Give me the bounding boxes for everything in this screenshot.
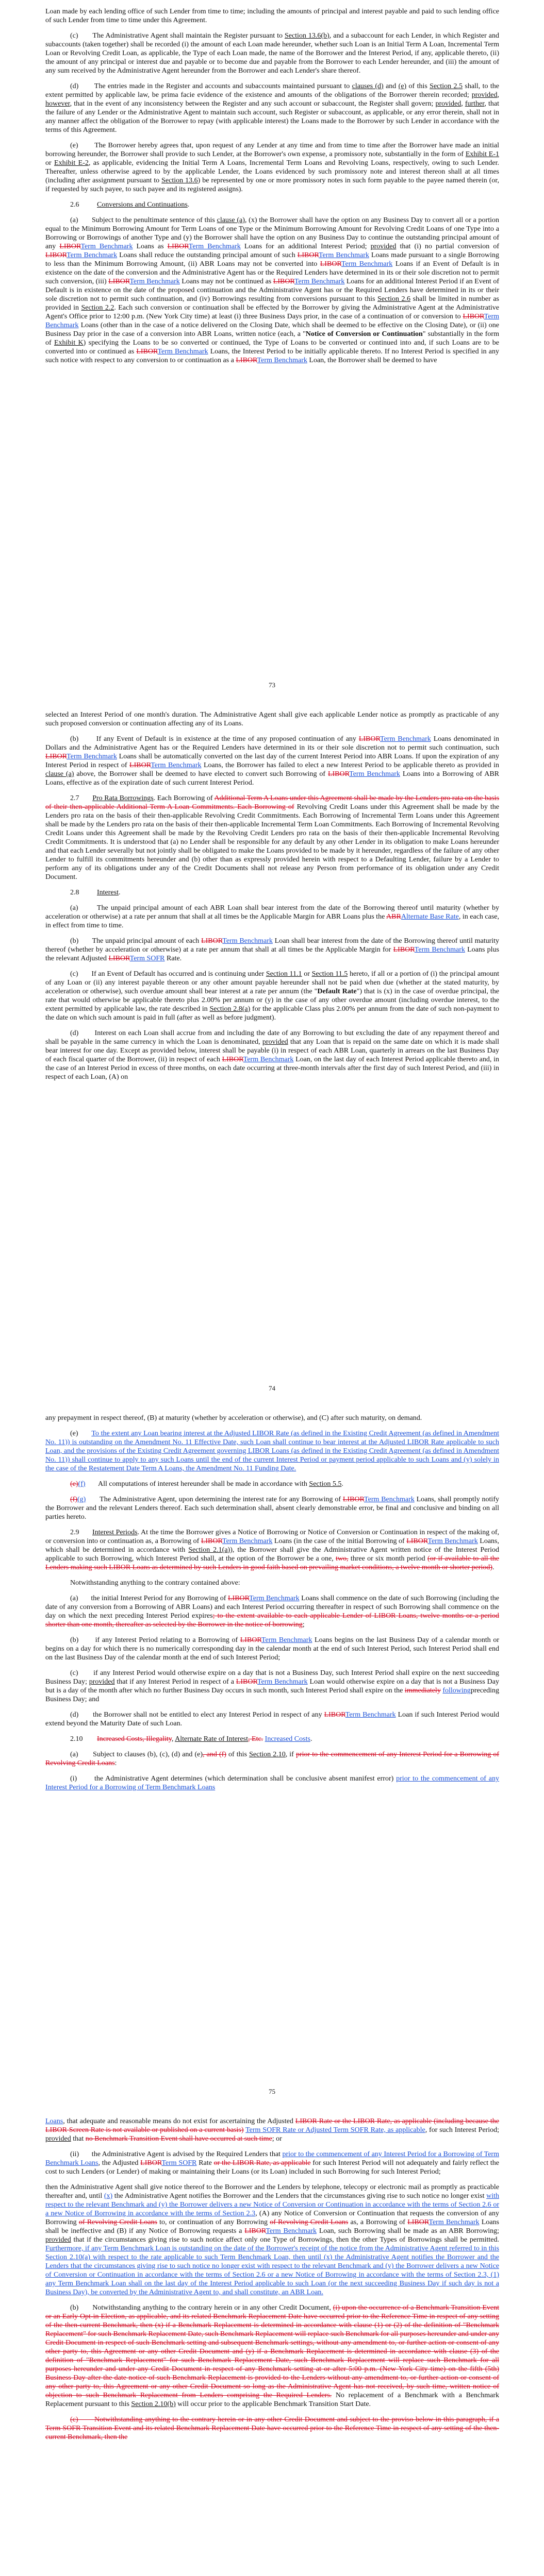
paragraph: (e) The Borrower hereby agrees that, upon request of any Lender at any time and from time to time after the Borrower have made an initial borrowing hereunder, the Borrower shall provide to such Lender, at the Borrower's own expense, a promissory note, substantially in the form of Exhibit E-1 or Exhibit E-2, as applicable, evidencing the Initial Term A Loans, Incremental Term Loans and Revolving Loans, respectively, owing to such Lender. Thereafter, unless otherwise agreed to by the applicable Lender, the Loans evidenced by such promissory note and interest thereon shall at all times (including after assignment pursuant to Section 13.6) be represented by one or more promissory notes in such form payable to the payee named therein (or, if requested by such payee, to such payee and its registered assigns). [45, 142, 499, 193]
paragraph: 2.7 Pro Rata Borrowings. Each Borrowing of Additional Term A Loans under this Agreement shall be made by the Lenders pro rata on the basis of their then-applicable Additional Term A Loan Commitments. Each Borrowing of Revolving Credit Loans under this Agreement shall be made by the Lenders pro rata on the basis of their then-applicable Revolving Credit Commitments. Each Borrowing of Incremental Term Loans under this Agreement shall be made by the Lenders pro rata on the basis of their then-applicable Incremental Term Loan Commitments. Each Borrowing of Incremental Revolving Credit Loans under this Agreement shall be made by the Revolving Credit Lenders pro rata on the basis of their then-applicable Incremental Revolving Credit Commitments. It is understood that (a) no Lender shall be responsible for any default by any other Lender in its obligation to make Loans hereunder and that each Lender severally but not jointly shall be obligated to make the Loans provided to be made by it hereunder, regardless of the failure of any other Lender to fulfill its commitments hereunder and (b) other than as expressly provided herein with respect to a Defaulting Lender, failure by a Lender to perform any of its obligations under any of the Credit Documents shall not release any Person from performance of its obligation under any Credit Document. [45, 794, 500, 881]
paragraph: (b) if any Interest Period relating to a Borrowing of LIBORTerm Benchmark Loans begins on the last Business Day of a calendar month or begins on a day for which there is no numerically corresponding day in the calendar month at the end of such Interest Period, such Interest Period shall end on the last Business Day of the calendar month at the end of such Interest Period; [45, 1636, 499, 1662]
paragraph: (d) Interest on each Loan shall accrue from and including the date of any Borrowing to but excluding the date of any repayment thereof and shall be payable in the same currency in which the Loan is denominated, provided that any Loan that is repaid on the same date on which it is made shall bear interest for one day. Except as provided below, interest shall be payable (i) in respect of each ABR Loan, quarterly in arrears on the last Business Day of each fiscal quarter of the Borrower, (ii) in respect of each LIBORTerm Benchmark Loan, on the last day of each Interest Period applicable thereto and, in the case of an Interest Period in excess of three months, on each date occurring at three-month intervals after the first day of such Interest Period, and (iii) in respect of each Loan, (A) on [45, 1029, 499, 1081]
paragraph: (i) the Administrative Agent determines (which determination shall be conclusive absent manifest error) prior to the commencement of any Interest Period for a Borrowing of Term Benchmark Loans [45, 1775, 499, 1791]
paragraph: selected an Interest Period of one month's duration. The Administrative Agent shall give each applicable Lender notice as promptly as practicable of any such proposed conversion or continuation affecting any of its Loans. [45, 711, 499, 727]
page-74 [0, 703, 544, 1406]
paragraph: (a) Subject to the penultimate sentence of this clause (a), (x) the Borrower shall have the option on any Business Day to convert all or a portion equal to the Minimum Borrowing Amount for Term Loans of one Type or the Minimum Borrowing Amount for Revolving Credit Loans of one Type into a Borrowing or Borrowings of another Type and (y) the Borrower shall have the option on any Business Day to continue the outstanding principal amount of any LIBORTerm Benchmark Loans as LIBORTerm Benchmark Loans for an additional Interest Period; provided that (i) no partial conversion of LIBORTerm Benchmark Loans shall reduce the outstanding principal amount of such LIBORTerm Benchmark Loans made pursuant to a single Borrowing to less than the Minimum Borrowing Amount, (ii) ABR Loans may not be converted into LIBORTerm Benchmark Loans if an Event of Default is in existence on the date of the conversion and the Administrative Agent has or the Required Lenders have determined in its or their sole discretion not to permit such conversion, (iii) LIBORTerm Benchmark Loans may not be continued as LIBORTerm Benchmark Loans for an additional Interest Period if an Event of Default is in existence on the date of the proposed continuation and the Administrative Agent has or the Required Lenders have determined in its or their sole discretion not to permit such continuation, and (iv) Borrowings resulting from conversions pursuant to this Section 2.6 shall be limited in number as provided in Section 2.2. Each such conversion or continuation shall be effected by the Borrower by giving the Administrative Agent at the Administrative Agent's Office prior to 12:00 p.m. (New York City time) at least (i) three Business Days prior, in the case of a continuation of or conversion to LIBORTerm Benchmark Loans (other than in the case of a notice delivered on the Closing Date, which shall be deemed to be effective on the Closing Date), or (ii) one Business Day prior in the case of a conversion into ABR Loans, written notice (each, a "Notice of Conversion or Continuation" substantially in the form of Exhibit K) specifying the Loans to be so converted or continued, the Type of Loans to be converted or continued into and, if such Loans are to be converted into or continued as LIBORTerm Benchmark Loans, the Interest Period to be initially applicable thereto. If no Interest Period is specified in any such notice with respect to any conversion to or continuation as a LIBORTerm Benchmark Loan, the Borrower shall be deemed to have [45, 216, 500, 364]
paragraph: (a) The unpaid principal amount of each ABR Loan shall bear interest from the date of the Borrowing thereof until maturity (whether by acceleration or otherwise) at a rate per annum that shall at all times be the Applicable Margin for ABR Loans plus the ABRAlternate Base Rate, in each case, in effect from time to time. [45, 904, 500, 929]
paragraph: Loan made by each lending office of such Lender from time to time; including the amounts of principal and interest payable and paid to such lending office of such Lender from time to time under this Agreement. [45, 8, 499, 24]
page-74-content [45, 710, 499, 1088]
paragraph: then the Administrative Agent shall give notice thereof to the Borrower and the Lenders by telephone, telecopy or electronic mail as promptly as practicable thereafter and, until (x) the Administrative Agent notifies the Borrower and the Lenders that the circumstances giving rise to such notice no longer exist with respect to the relevant Benchmark and (y) the Borrower delivers a new Notice of Conversion or Continuation in accordance with the terms of Section 2.6 or a new Notice of Borrowing in accordance with the terms of Section 2.3, (A) any Notice of Conversion or Continuation that requests the conversion of any Borrowing of Revolving Credit Loans to, or continuation of any Borrowing of Revolving Credit Loans as, a Borrowing of LIBORTerm Benchmark Loans shall be ineffective and (B) if any Notice of Borrowing requests a LIBORTerm Benchmark Loan, such Borrowing shall be made as an ABR Borrowing; provided that if the circumstances giving rise to such notice affect only one Type of Borrowings, then the other Types of Borrowings shall be permitted. Furthermore, if any Term Benchmark Loan is outstanding on the date of the Borrower's receipt of the notice from the Administrative Agent referred to in this Section 2.10(a) with respect to the rate applicable to such Term Benchmark Loan, then until (x) the Administrative Agent notifies the Borrower and the Lenders that the circumstances giving rise to such notice no longer exist with respect to the relevant Benchmark and (y) the Borrower delivers a new Notice of Conversion or Continuation in accordance with the terms of Section 2.6 or a new Notice of Borrowing in accordance with the terms of Section 2.3, (1) any Term Benchmark Loan shall on the last day of the Interest Period applicable to such Loan (or the next succeeding Business Day if such day is not a Business Day), be converted by the Administrative Agent to, and shall constitute, an ABR Loan. [45, 2183, 500, 2296]
paragraph: (b) Notwithstanding anything to the contrary herein or in any other Credit Document, (i) upon the occurrence of a Benchmark Transition Event or an Early Opt-in Election, as applicable, and its related Benchmark Replacement Date have occurred prior to the Reference Time in respect of any setting of the then-current Benchmark, then (x) if a Benchmark Replacement is determined in accordance with clause (1) or (2) of the definition of "Benchmark Replacement" for such Benchmark Replacement Date, such Benchmark Replacement will replace such Benchmark for all purposes hereunder and under any Credit Document in respect of such Benchmark setting and subsequent Benchmark settings, without any amendment to, or further action or consent of any other party to, this Agreement or any other Credit Document and (y) if a Benchmark Replacement is determined in accordance with clause (3) of the definition of "Benchmark Replacement" for such Benchmark Replacement Date, such Benchmark Replacement will replace such Benchmark for all purposes hereunder and under any Credit Document in respect of any Benchmark setting at or after 5:00 p.m. (New York City time) on the fifth (5th) Business Day after the date notice of such Benchmark Replacement is provided to the Lenders without any amendment to, or further action or consent of any other party to, this Agreement or any other Credit Document so long as the Administrative Agent has not received, by such time, written notice of objection to such Benchmark Replacement from Lenders comprising the Required Lenders. No replacement of a Benchmark with a Benchmark Replacement pursuant to this Section 2.10(b) will occur prior to the applicable Benchmark Transition Start Date. [45, 2304, 500, 2408]
section-heading: 2.8 Interest. [70, 889, 121, 896]
paragraph: (c) if any Interest Period would otherwise expire on a day that is not a Business Day, such Interest Period shall expire on the next succeeding Business Day; provided that if any Interest Period in respect of a LIBORTerm Benchmark Loan would otherwise expire on a day that is not a Business Day but is a day of the month after which no further Business Day occurs in such month, such Interest Period shall expire on the immediately followingpreceding Business Day; and [45, 1669, 500, 1703]
page-76 [0, 2110, 544, 2576]
paragraph: (ii) the Administrative Agent is advised by the Required Lenders that prior to the commencement of any Interest Period for a Borrowing of Term Benchmark Loans, the Adjusted LIBORTerm SOFR Rate or the LIBOR Rate, as applicable for such Interest Period will not adequately and fairly reflect the cost to such Lenders (or Lender) of making or maintaining their Loans (or its Loan) included in such Borrowing for such Interest Period; [45, 2150, 500, 2176]
page-number: 73 [269, 681, 275, 689]
paragraph: (d) The entries made in the Register and accounts and subaccounts maintained pursuant to clauses (d) and (e) of this Section 2.5 shall, to the extent permitted by applicable law, be prima facie evidence of the existence and amounts of the obligations of the Borrower therein recorded; provided, however, that in the event of any inconsistency between the Register and any such account or subaccount, the Register shall govern; provided, further, that the failure of any Lender or the Administrative Agent to maintain such account, such Register or subaccount, as applicable, or any error therein, shall not in any manner affect the obligation of the Borrower to repay (with applicable interest) the Loans made to the Borrower by such Lender in accordance with the terms of this Agreement. [45, 82, 500, 134]
paragraph: Loans, that adequate and reasonable means do not exist for ascertaining the Adjusted LIBOR Rate or the LIBOR Rate, as applicable (including because the LIBOR Screen Rate is not available or published on a current basis) Term SOFR Rate or Adjusted Term SOFR Rate, as applicable, for such Interest Period; provided that no Benchmark Transition Event shall have occurred at such time; or [45, 2117, 500, 2143]
paragraph: (c) The Administrative Agent shall maintain the Register pursuant to Section 13.6(b), and a subaccount for each Lender, in which Register and subaccounts (taken together) shall be recorded (i) the amount of each Loan made hereunder, whether such Loan is an Initial Term A Loan, Incremental Term Loan or Revolving Credit Loan, as applicable, the Type of each Loan made, the name of the Borrower and the Interest Period, if any, applicable thereto, (ii) the amount of any principal or interest due and payable or to become due and payable from the Borrower to each Lender hereunder, and (iii) the amount of any sum received by the Administrative Agent hereunder from the Borrower and each Lender's share thereof. [45, 32, 500, 75]
page-76-content [45, 2117, 499, 2448]
paragraph: (b) If any Event of Default is in existence at the time of any proposed continuation of any LIBORTerm Benchmark Loans denominated in Dollars and the Administrative Agent has or the Required Lenders have determined in its or their sole discretion not to permit such continuation, such LIBORTerm Benchmark Loans shall be automatically converted on the last day of the current Interest Period into ABR Loans. If upon the expiration of any Interest Period in respect of LIBORTerm Benchmark Loans, the Borrower has failed to elect a new Interest Period to be applicable thereto as provided in clause (a) above, the Borrower shall be deemed to have elected to convert such Borrowing of LIBORTerm Benchmark Loans into a Borrowing of ABR Loans, effective as of the expiration date of such current Interest Period. [45, 735, 499, 787]
page-73 [0, 0, 544, 703]
paragraph: (a) Subject to clauses (b), (c), (d) and (e), and (f) of this Section 2.10, if prior to the commencement of any Interest Period for a Borrowing of Revolving Credit Loans: [45, 1751, 500, 1767]
paragraph: Notwithstanding anything to the contrary contained above: [70, 1579, 240, 1587]
section-heading: 2.6 Conversions and Continuations. [70, 201, 190, 209]
paragraph: (d) the Borrower shall not be entitled to elect any Interest Period in respect of any LIBORTerm Benchmark Loan if such Interest Period would extend beyond the Maturity Date of such Loan. [45, 1711, 500, 1727]
page-75-content [45, 1414, 499, 1799]
paragraph: (c) Notwithstanding anything to the contrary herein or in any other Credit Document and subject to the proviso below in this paragraph, if a Term SOFR Transition Event and its related Benchmark Replacement Date have occurred prior to the Reference Time in respect of any setting of the then-current Benchmark, then the [45, 2416, 499, 2441]
paragraph: (e) To the extent any Loan bearing interest at the Adjusted LIBOR Rate (as defined in the Existing Credit Agreement (as defined in Amendment No. 11)) is outstanding on the Amendment No. 11 Effective Date, such Loan shall continue to bear interest at the Adjusted LIBOR Rate applicable to such Loan, and the provisions of the Existing Credit Agreement governing LIBOR Loans (as defined in the Existing Credit Agreement (as defined in Amendment No. 11)) shall continue to apply to any such Loans until the end of the current Interest Period or payment period applicable to such Loans and (y) solely in the case of the Restatement Date Term A Loans, the Amendment No. 11 Funding Date. [45, 1430, 499, 1472]
page-number: 74 [269, 1384, 275, 1392]
paragraph: (b) The unpaid principal amount of each LIBORTerm Benchmark Loan shall bear interest from the date of the Borrowing thereof until maturity thereof (whether by acceleration or otherwise) at a rate per annum that shall at all times be the Applicable Margin for LIBORTerm Benchmark Loans plus the relevant Adjusted LIBORTerm SOFR Rate. [45, 937, 500, 962]
paragraph: (a) the initial Interest Period for any Borrowing of LIBORTerm Benchmark Loans shall commence on the date of such Borrowing (including the date of any conversion from a Borrowing of ABR Loans) and each Interest Period occurring thereafter in respect of such Borrowing shall commence on the day on which the next preceding Interest Period expires; to the extent available to each applicable Lender of LIBOR Loans, twelve months or a period shorter than one month, thereafter as selected by the Borrower in the notice of borrowing; [45, 1595, 500, 1629]
paragraph: (c) If an Event of Default has occurred and is continuing under Section 11.1 or Section 11.5 hereto, if all or a portion of (i) the principal amount of any Loan or (ii) any interest payable thereon or any other amount payable hereunder shall not be paid when due (whether at the stated maturity, by acceleration or otherwise), such overdue amount shall bear interest at a rate per annum (the "Default Rate") that is (x) in the case of overdue principal, the rate that would otherwise be applicable thereto plus 2.00% per annum or (y) in the case of any other overdue amount (including overdue interest, to the extent permitted by applicable law, the rate described in Section 2.8(a) for the applicable Class plus 2.00% per annum from the date of such non-payment to the date on which such amount is paid in full (after as well as before judgment). [45, 970, 500, 1022]
page-73-content [45, 7, 499, 371]
paragraph: (e)(f) All computations of interest hereunder shall be made in accordance with Section 5.5. [70, 1480, 343, 1488]
page-number: 75 [269, 2088, 275, 2095]
page-75 [0, 1406, 544, 2110]
paragraph: any prepayment in respect thereof, (B) at maturity (whether by acceleration or otherwise), and (C) after such maturity, on demand. [45, 1414, 422, 1422]
paragraph: (f)(g) The Administrative Agent, upon determining the interest rate for any Borrowing of LIBORTerm Benchmark Loans, shall promptly notify the Borrower and the relevant Lenders thereof. Each such determination shall, absent clearly demonstrable error, be final and conclusive and binding on all parties hereto. [45, 1496, 499, 1521]
section-heading: 2.10 Increased Costs, Illegality, Alternate Rate of Interest, Etc. Increased Costs. [70, 1735, 312, 1743]
paragraph: 2.9 Interest Periods. At the time the Borrower gives a Notice of Borrowing or Notice of Conversion or Continuation in respect of the making of, or conversion into or continuation as, a Borrowing of LIBORTerm Benchmark Loans (in the case of the initial Borrowing of LIBORTerm Benchmark Loans, which shall be determined in accordance with Section 2.1(a)), the Borrower shall give the Administrative Agent written notice of the Interest Period applicable to such Borrowing, which Interest Period shall, at the option of the Borrower be a one, two, three or six month period (or if available to all the Lenders making such LIBOR Loans as determined by such Lenders in good faith based on prevailing market conditions, a twelve month or shorter period). [45, 1529, 500, 1571]
